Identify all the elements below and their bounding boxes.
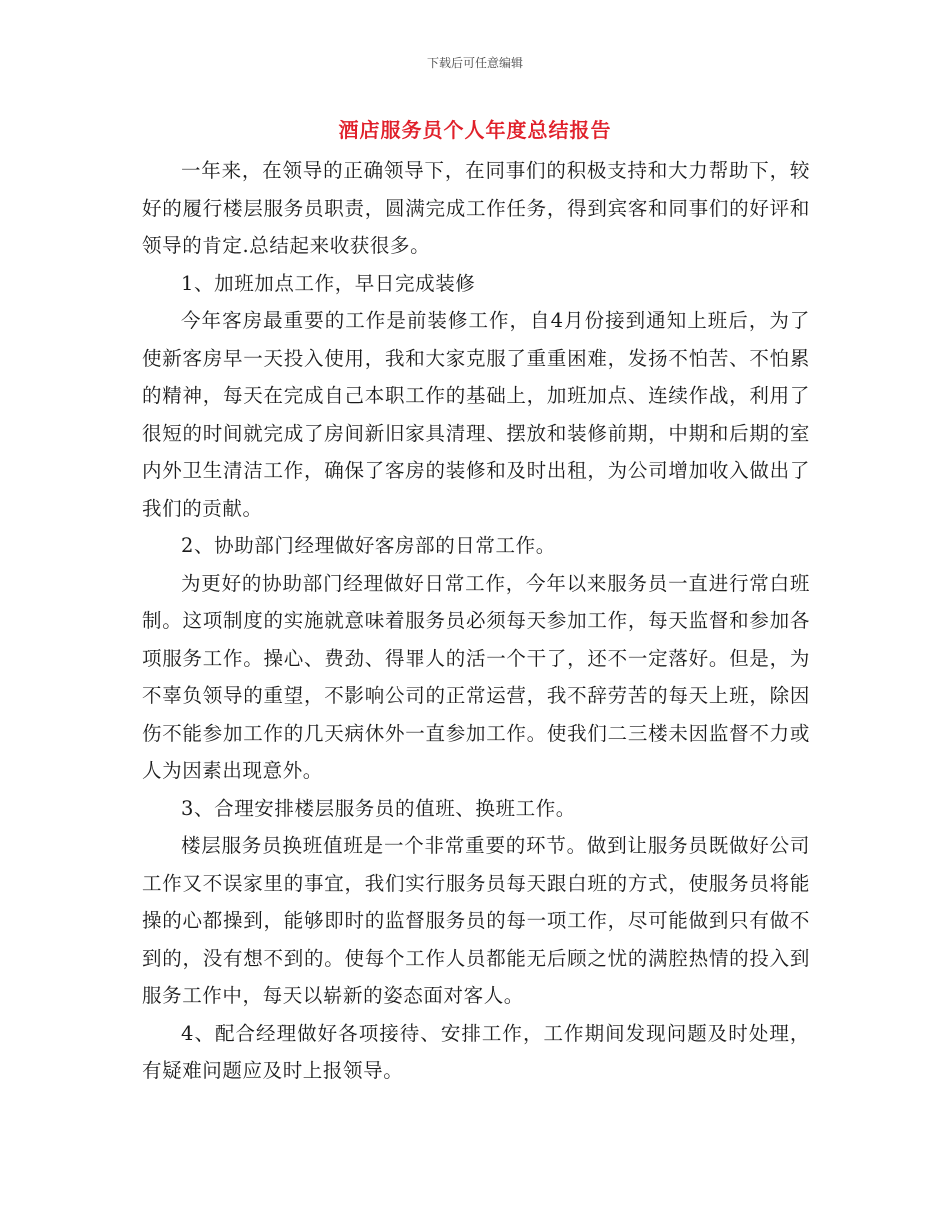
paragraph-section-3: 楼层服务员换班值班是一个非常重要的环节。做到让服务员既做好公司工作又不误家里的事宜，我们实行服务员每天跟白班的方式，使服务员将能操的心都操到，能够即时的监督服务员的每一项工作，尽可能做到只有做不到的，没有想不到的。使每个工作人员都能无后顾之忧的满腔热情的投入到服务工作中，每天以崭新的姿态面对客人。 (142, 834, 810, 1007)
section-heading-3: 3、合理安排楼层服务员的值班、换班工作。 (181, 796, 576, 820)
document-body (142, 152, 810, 1090)
paragraph-intro: 一年来，在领导的正确领导下，在同事们的积极支持和大力帮助下，较好的履行楼层服务员职责，圆满完成工作任务，得到宾客和同事们的好评和领导的肯定.总结起来收获很多。 (142, 159, 810, 257)
paragraph-section-1: 今年客房最重要的工作是前装修工作，自4月份接到通知上班后，为了使新客房早一天投入使用，我和大家克服了重重困难，发扬不怕苦、不怕累的精神，每天在完成自己本职工作的基础上，加班加点、连续作战，利用了很短的时间就完成了房间新旧家具清理、摆放和装修前期，中期和后期的室内外卫生清洁工作，确保了客房的装修和及时出租，为公司增加收入做出了我们的贡献。 (142, 309, 810, 520)
header-note: 下载后可任意编辑 (426, 56, 523, 70)
document-title: 酒店服务员个人年度总结报告 (338, 118, 612, 142)
section-heading-4: 4、配合经理做好各项接待、安排工作，工作期间发现问题及时处理，有疑难问题应及时上报领导。 (142, 1021, 810, 1082)
section-heading-1: 1、加班加点工作，早日完成装修 (181, 271, 476, 295)
section-heading-2: 2、协助部门经理做好客房部的日常工作。 (181, 534, 556, 557)
paragraph-section-2: 为更好的协助部门经理做好日常工作，今年以来服务员一直进行常白班制。这项制度的实施就意味着服务员必须每天参加工作，每天监督和参加各项服务工作。操心、费劲、得罪人的活一个干了，还不一定落好。但是，为不辜负领导的重望，不影响公司的正常运营，我不辞劳苦的每天上班，除因伤不能参加工作的几天病休外一直参加工作。使我们二三楼未因监督不力或人为因素出现意外。 (142, 571, 810, 782)
